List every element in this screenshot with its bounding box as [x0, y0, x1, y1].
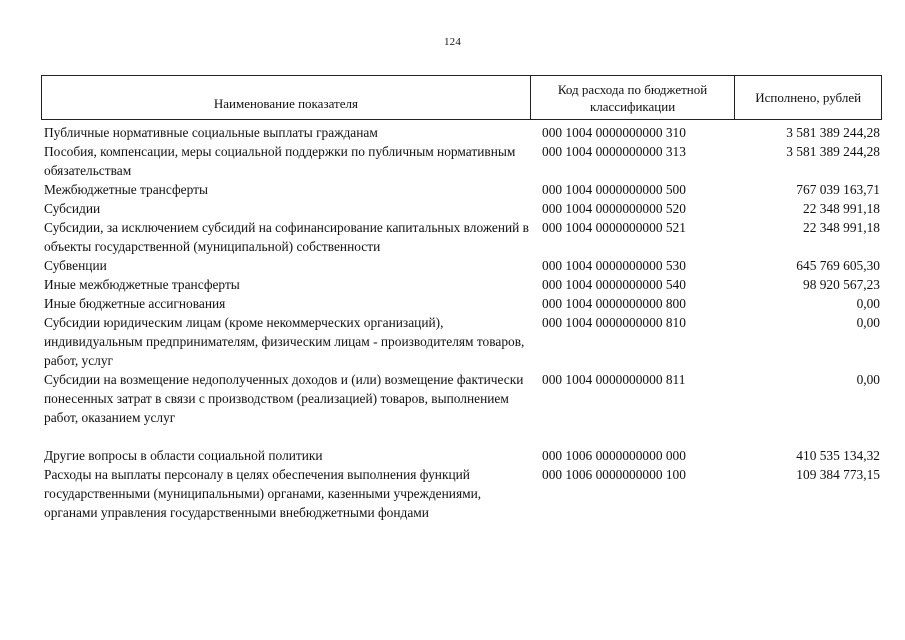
row-code: 000 1004 0000000000 810 — [542, 315, 686, 330]
table-row — [44, 199, 884, 218]
table-row — [44, 123, 884, 142]
row-name: Субсидии, за исключением субсидий на софинансирование капитальных вложений в объекты государственной (муниципальной) собственности — [44, 220, 530, 254]
row-name: Иные бюджетные ассигнования — [44, 296, 226, 311]
row-name: Межбюджетные трансферты — [44, 182, 208, 197]
row-name: Иные межбюджетные трансферты — [44, 277, 240, 292]
row-code: 000 1004 0000000000 500 — [542, 182, 686, 197]
row-amount: 109 384 773,15 — [796, 467, 880, 482]
row-amount: 3 581 389 244,28 — [786, 144, 880, 159]
row-amount: 3 581 389 244,28 — [786, 125, 880, 140]
row-name: Пособия, компенсации, меры социальной поддержки по публичным нормативным обязательствам — [44, 144, 516, 178]
row-name: Субсидии на возмещение недополученных доходов и (или) возмещение фактически понесенных затрат в связи с производством (реализацией) товаров, выполнением работ, оказанием услуг — [44, 372, 524, 425]
row-amount: 410 535 134,32 — [796, 448, 880, 463]
table-row — [44, 370, 884, 427]
row-code: 000 1004 0000000000 310 — [542, 125, 686, 140]
page-number: 124 — [443, 36, 462, 48]
row-spacer — [44, 427, 884, 446]
column-header-executed: Исполнено, рублей — [734, 76, 881, 119]
table-row — [44, 446, 884, 465]
row-amount: 645 769 605,30 — [796, 258, 880, 273]
table-row — [44, 256, 884, 275]
row-code: 000 1006 0000000000 100 — [542, 467, 686, 482]
table-body — [44, 123, 884, 522]
table-row — [44, 218, 884, 256]
table-row — [44, 180, 884, 199]
row-name: Субсидии — [44, 201, 101, 216]
table-row — [44, 465, 884, 522]
row-code: 000 1006 0000000000 000 — [542, 448, 686, 463]
row-code: 000 1004 0000000000 540 — [542, 277, 686, 292]
row-code: 000 1004 0000000000 530 — [542, 258, 686, 273]
row-code: 000 1004 0000000000 800 — [542, 296, 686, 311]
row-name: Расходы на выплаты персоналу в целях обеспечения выполнения функций государственными (муниципальными) органами, казенными учреждениями, органами управления государственными внебюджетными фондами — [44, 467, 482, 520]
row-code: 000 1004 0000000000 313 — [542, 144, 686, 159]
row-amount: 0,00 — [856, 296, 880, 311]
row-amount: 22 348 991,18 — [803, 220, 880, 235]
row-name: Субвенции — [44, 258, 107, 273]
row-code: 000 1004 0000000000 520 — [542, 201, 686, 216]
row-amount: 22 348 991,18 — [803, 201, 880, 216]
table-header — [41, 75, 882, 120]
row-amount: 98 920 567,23 — [803, 277, 880, 292]
table-row — [44, 142, 884, 180]
row-amount: 767 039 163,71 — [796, 182, 880, 197]
row-code: 000 1004 0000000000 811 — [542, 372, 686, 387]
column-header-name: Наименование показателя — [213, 96, 358, 111]
row-code: 000 1004 0000000000 521 — [542, 220, 686, 235]
row-name: Другие вопросы в области социальной политики — [44, 448, 323, 463]
column-header-code: Код расхода по бюджетной классификации — [530, 76, 735, 119]
table-row — [44, 313, 884, 370]
row-name: Публичные нормативные социальные выплаты гражданам — [44, 125, 378, 140]
row-amount: 0,00 — [856, 315, 880, 330]
table-row — [44, 275, 884, 294]
row-amount: 0,00 — [856, 372, 880, 387]
table-row — [44, 294, 884, 313]
row-name: Субсидии юридическим лицам (кроме некоммерческих организаций), индивидуальным предпринимателям, физическим лицам - производителям товаров, работ, услуг — [44, 315, 525, 368]
